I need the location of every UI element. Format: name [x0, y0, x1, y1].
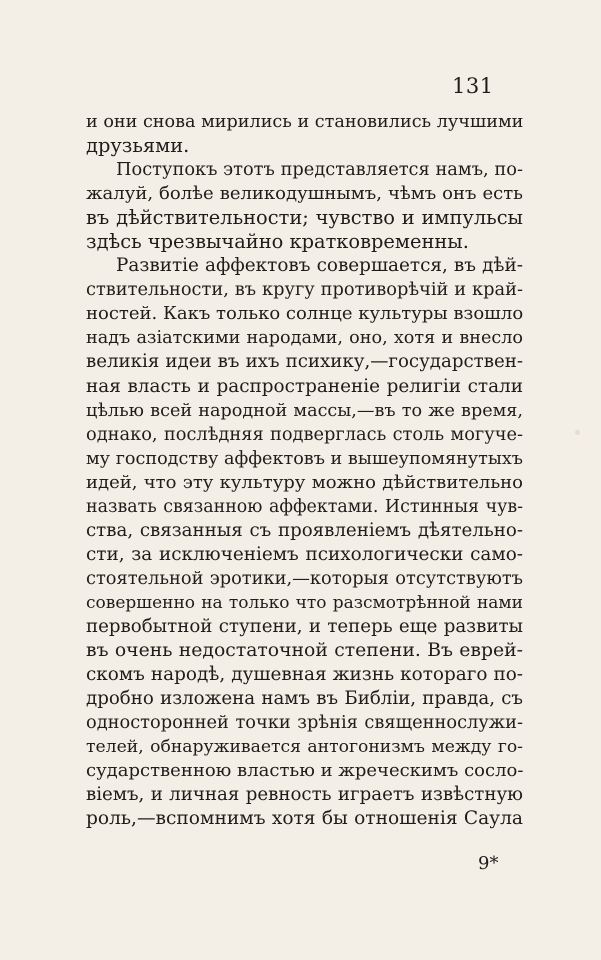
text-line: ная власть и распространеніе религіи стали — [86, 375, 523, 397]
text-line: назвать связанною аффектами. Истинныя чув- — [86, 496, 523, 517]
text-line: первобытной ступени, и теперь еще развиты — [86, 615, 523, 637]
text-line: му господству аффектовъ и вышеупомянутыхъ — [86, 448, 523, 469]
text-line: сударственною властью и жреческимъ сосло- — [86, 760, 523, 782]
text-line: Поступокъ этотъ представляется намъ, по- — [116, 159, 523, 181]
text-line: идей, что эту культуру можно дѣйствительно — [86, 471, 523, 493]
text-line: въ очень недостаточной степени. Въ еврей- — [86, 640, 523, 662]
paper-speck — [575, 430, 580, 435]
text-line: віемъ, и личная ревность играетъ извѣстную — [86, 784, 523, 806]
text-line: Развитіе аффектовъ совершается, въ дѣй- — [116, 255, 523, 277]
text-line: ствительности, въ кругу противорѣчій и край- — [86, 279, 523, 301]
text-line: и они снова мирились и становились лучшими — [86, 112, 523, 132]
text-line: цѣлью всей народной массы,—въ то же время, — [86, 400, 523, 421]
text-line: сти, за исключеніемъ психологически само- — [86, 543, 523, 565]
body-text — [86, 110, 523, 831]
text-line: скомъ народѣ, душевная жизнь котораго по- — [86, 664, 523, 686]
page-number: 131 — [452, 74, 494, 98]
text-line: жалуй, болѣе великодушнымъ, чѣмъ онъ есть — [86, 183, 523, 205]
text-line: великія идеи въ ихъ психику,—государствен- — [86, 351, 523, 373]
text-line: односторонней точки зрѣнія священнослужи- — [86, 712, 523, 734]
text-line: роль,—вспомнимъ хотя бы отношенія Саула — [86, 808, 523, 830]
text-line: телей, обнаруживается антогонизмъ между го- — [86, 737, 523, 758]
text-line: однако, послѣдняя подверглась столь могуче- — [86, 423, 523, 445]
text-line: друзьями. — [86, 134, 190, 158]
text-line: ностей. Какъ только солнце культуры взошло — [86, 303, 523, 325]
text-line: совершенно на только что разсмотрѣнной нами — [86, 592, 523, 613]
text-line: стоятельной эротики,—которыя отсутствуютъ — [86, 567, 523, 589]
signature-mark: 9* — [478, 853, 499, 874]
text-line: въ дѣйствительности; чувство и импульсы — [86, 206, 523, 230]
text-line: дробно изложена намъ въ Библіи, правда, съ — [86, 688, 523, 710]
text-line: надъ азіатскими народами, оно, хотя и внесло — [86, 328, 523, 349]
text-line: ства, связанныя съ проявленіемъ дѣятельно- — [86, 519, 523, 541]
text-line: здѣсь чрезвычайно кратковременны. — [86, 230, 469, 254]
